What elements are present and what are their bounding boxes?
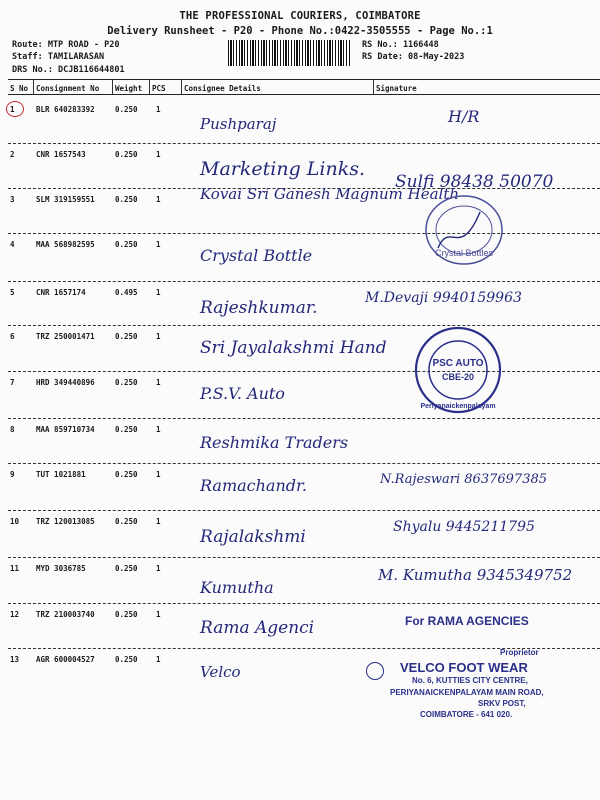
row-consignment: TRZ 120013085: [36, 517, 95, 526]
col-divider: [33, 80, 34, 94]
table-top-rule: [8, 79, 600, 80]
rama-agencies-stamp: For RAMA AGENCIES: [405, 614, 529, 628]
row-divider: [8, 418, 600, 419]
row-weight: 0.250: [115, 105, 138, 114]
rs-date: RS Date: 08-May-2023: [362, 52, 465, 62]
drs-number: DRS No.: DCJB116644801: [12, 65, 125, 75]
row-sno: 9: [10, 470, 15, 479]
col-signature: Signature: [376, 84, 417, 93]
row-pcs: 1: [156, 240, 161, 249]
row-signature-handwriting: M.Devaji 9940159963: [365, 290, 522, 306]
signature-scribble: [438, 212, 480, 248]
row-divider: [8, 603, 600, 604]
row-consignee-handwriting: Rajalakshmi: [200, 527, 306, 547]
row-highlight-circle: [6, 101, 24, 117]
row-weight: 0.250: [115, 195, 138, 204]
crystal-stamp-text: Crystal Bottles: [434, 248, 494, 258]
crystal-stamp: [420, 190, 508, 270]
velco-proprietor: Proprietor: [500, 648, 539, 657]
row-divider: [8, 371, 600, 372]
psc-auto-place: Periyanaickenpalayam: [420, 403, 496, 410]
table-header-rule: [8, 94, 600, 95]
row-sno: 6: [10, 332, 15, 341]
row-divider: [8, 463, 600, 464]
row-divider: [8, 233, 600, 234]
company-title: THE PROFESSIONAL COURIERS, COIMBATORE: [179, 10, 421, 22]
col-pcs: PCS: [152, 84, 166, 93]
stamp-ring: [436, 206, 492, 254]
row-weight: 0.495: [115, 288, 138, 297]
row-consignee-handwriting: Rama Agenci: [200, 618, 315, 638]
runsheet-subtitle: Delivery Runsheet - P20 - Phone No.:0422-3505555 - Page No.:1: [107, 25, 493, 37]
row-sno: 8: [10, 425, 15, 434]
row-consignee-handwriting: Kovai Sri Ganesh Magnum Health: [200, 185, 460, 203]
row-sno: 10: [10, 517, 20, 526]
row-signature-handwriting: M. Kumutha 9345349752: [378, 566, 573, 584]
row-sno: 4: [10, 240, 15, 249]
row-pcs: 1: [156, 150, 161, 159]
row-consignment: TRZ 250001471: [36, 332, 95, 341]
velco-address-4: COIMBATORE - 641 020.: [420, 710, 513, 719]
col-sno: S No: [10, 84, 29, 93]
row-consignment: AGR 600004527: [36, 655, 95, 664]
row-pcs: 1: [156, 610, 161, 619]
row-consignment: BLR 640283392: [36, 105, 95, 114]
row-consignee-handwriting: Kumutha: [200, 578, 274, 597]
row-consignee-handwriting: Marketing Links.: [200, 158, 366, 180]
row-consignee-handwriting: Crystal Bottle: [200, 246, 313, 265]
row-weight: 0.250: [115, 517, 138, 526]
row-signature-handwriting: Sulfi 98438 50070: [395, 172, 554, 192]
psc-auto-text: PSC AUTO: [432, 358, 484, 369]
row-pcs: 1: [156, 470, 161, 479]
col-weight: Weight: [115, 84, 143, 93]
row-signature-handwriting: Shyalu 9445211795: [393, 519, 535, 535]
row-divider: [8, 143, 600, 144]
row-pcs: 1: [156, 425, 161, 434]
rs-number: RS No.: 1166448: [362, 40, 439, 50]
row-consignment: SLM 319159551: [36, 195, 95, 204]
row-weight: 0.250: [115, 610, 138, 619]
row-sno: 11: [10, 564, 20, 573]
row-consignment: TRZ 210003740: [36, 610, 95, 619]
row-weight: 0.250: [115, 150, 138, 159]
row-sno: 5: [10, 288, 15, 297]
barcode: [228, 40, 350, 66]
row-sno: 7: [10, 378, 15, 387]
row-consignee-handwriting: Pushparaj: [200, 115, 277, 133]
stamp-ring: [429, 341, 487, 399]
row-sno: 2: [10, 150, 15, 159]
row-sno: 3: [10, 195, 15, 204]
row-divider: [8, 510, 600, 511]
row-weight: 0.250: [115, 378, 138, 387]
psc-auto-stamp: [412, 322, 504, 418]
row-sno: 13: [10, 655, 20, 664]
row-divider: [8, 557, 600, 558]
row-consignee-handwriting: Reshmika Traders: [200, 433, 349, 452]
row-weight: 0.250: [115, 564, 138, 573]
row-pcs: 1: [156, 195, 161, 204]
row-signature-handwriting: N.Rajeswari 8637697385: [380, 472, 548, 487]
row-consignee-handwriting: Ramachandr.: [200, 476, 307, 495]
row-pcs: 1: [156, 378, 161, 387]
row-consignment: MYD 3036785: [36, 564, 86, 573]
col-divider: [149, 80, 150, 94]
row-consignee-handwriting: Velco: [200, 663, 241, 681]
row-pcs: 1: [156, 564, 161, 573]
row-weight: 0.250: [115, 655, 138, 664]
row-pcs: 1: [156, 517, 161, 526]
row-pcs: 1: [156, 332, 161, 341]
row-consignment: MAA 859710734: [36, 425, 95, 434]
row-consignment: TUT 1021881: [36, 470, 86, 479]
velco-name: VELCO FOOT WEAR: [400, 660, 528, 675]
row-pcs: 1: [156, 655, 161, 664]
row-weight: 0.250: [115, 425, 138, 434]
row-consignment: HRD 349440896: [36, 378, 95, 387]
col-divider: [373, 80, 374, 94]
staff-label: Staff: TAMILARASAN: [12, 52, 105, 62]
row-divider: [8, 325, 600, 326]
row-weight: 0.250: [115, 470, 138, 479]
velco-address-2: PERIYANAICKENPALAYAM MAIN ROAD,: [390, 688, 544, 697]
col-divider: [181, 80, 182, 94]
row-consignment: CNR 1657543: [36, 150, 86, 159]
row-consignment: CNR 1657174: [36, 288, 86, 297]
row-sno: 12: [10, 610, 20, 619]
psc-auto-code: CBE-20: [441, 372, 475, 382]
row-consignee-handwriting: P.S.V. Auto: [200, 384, 285, 403]
row-pcs: 1: [156, 105, 161, 114]
row-weight: 0.250: [115, 332, 138, 341]
velco-address-1: No. 6, KUTTIES CITY CENTRE,: [412, 676, 528, 685]
row-sno: 1: [10, 105, 15, 114]
row-pcs: 1: [156, 288, 161, 297]
route-label: Route: MTP ROAD - P20: [12, 40, 120, 50]
col-consignment: Consignment No: [36, 84, 100, 93]
row-consignee-handwriting: Rajeshkumar.: [200, 298, 318, 318]
velco-address-3: SRKV POST,: [478, 699, 526, 708]
col-divider: [112, 80, 113, 94]
row-consignment: MAA 568982595: [36, 240, 95, 249]
velco-initial-mark: [366, 662, 384, 680]
row-consignee-handwriting: Sri Jayalakshmi Hand: [200, 338, 387, 358]
row-signature-handwriting: H/R: [448, 107, 480, 126]
col-consignee: Consignee Details: [184, 84, 261, 93]
row-weight: 0.250: [115, 240, 138, 249]
row-divider: [8, 281, 600, 282]
